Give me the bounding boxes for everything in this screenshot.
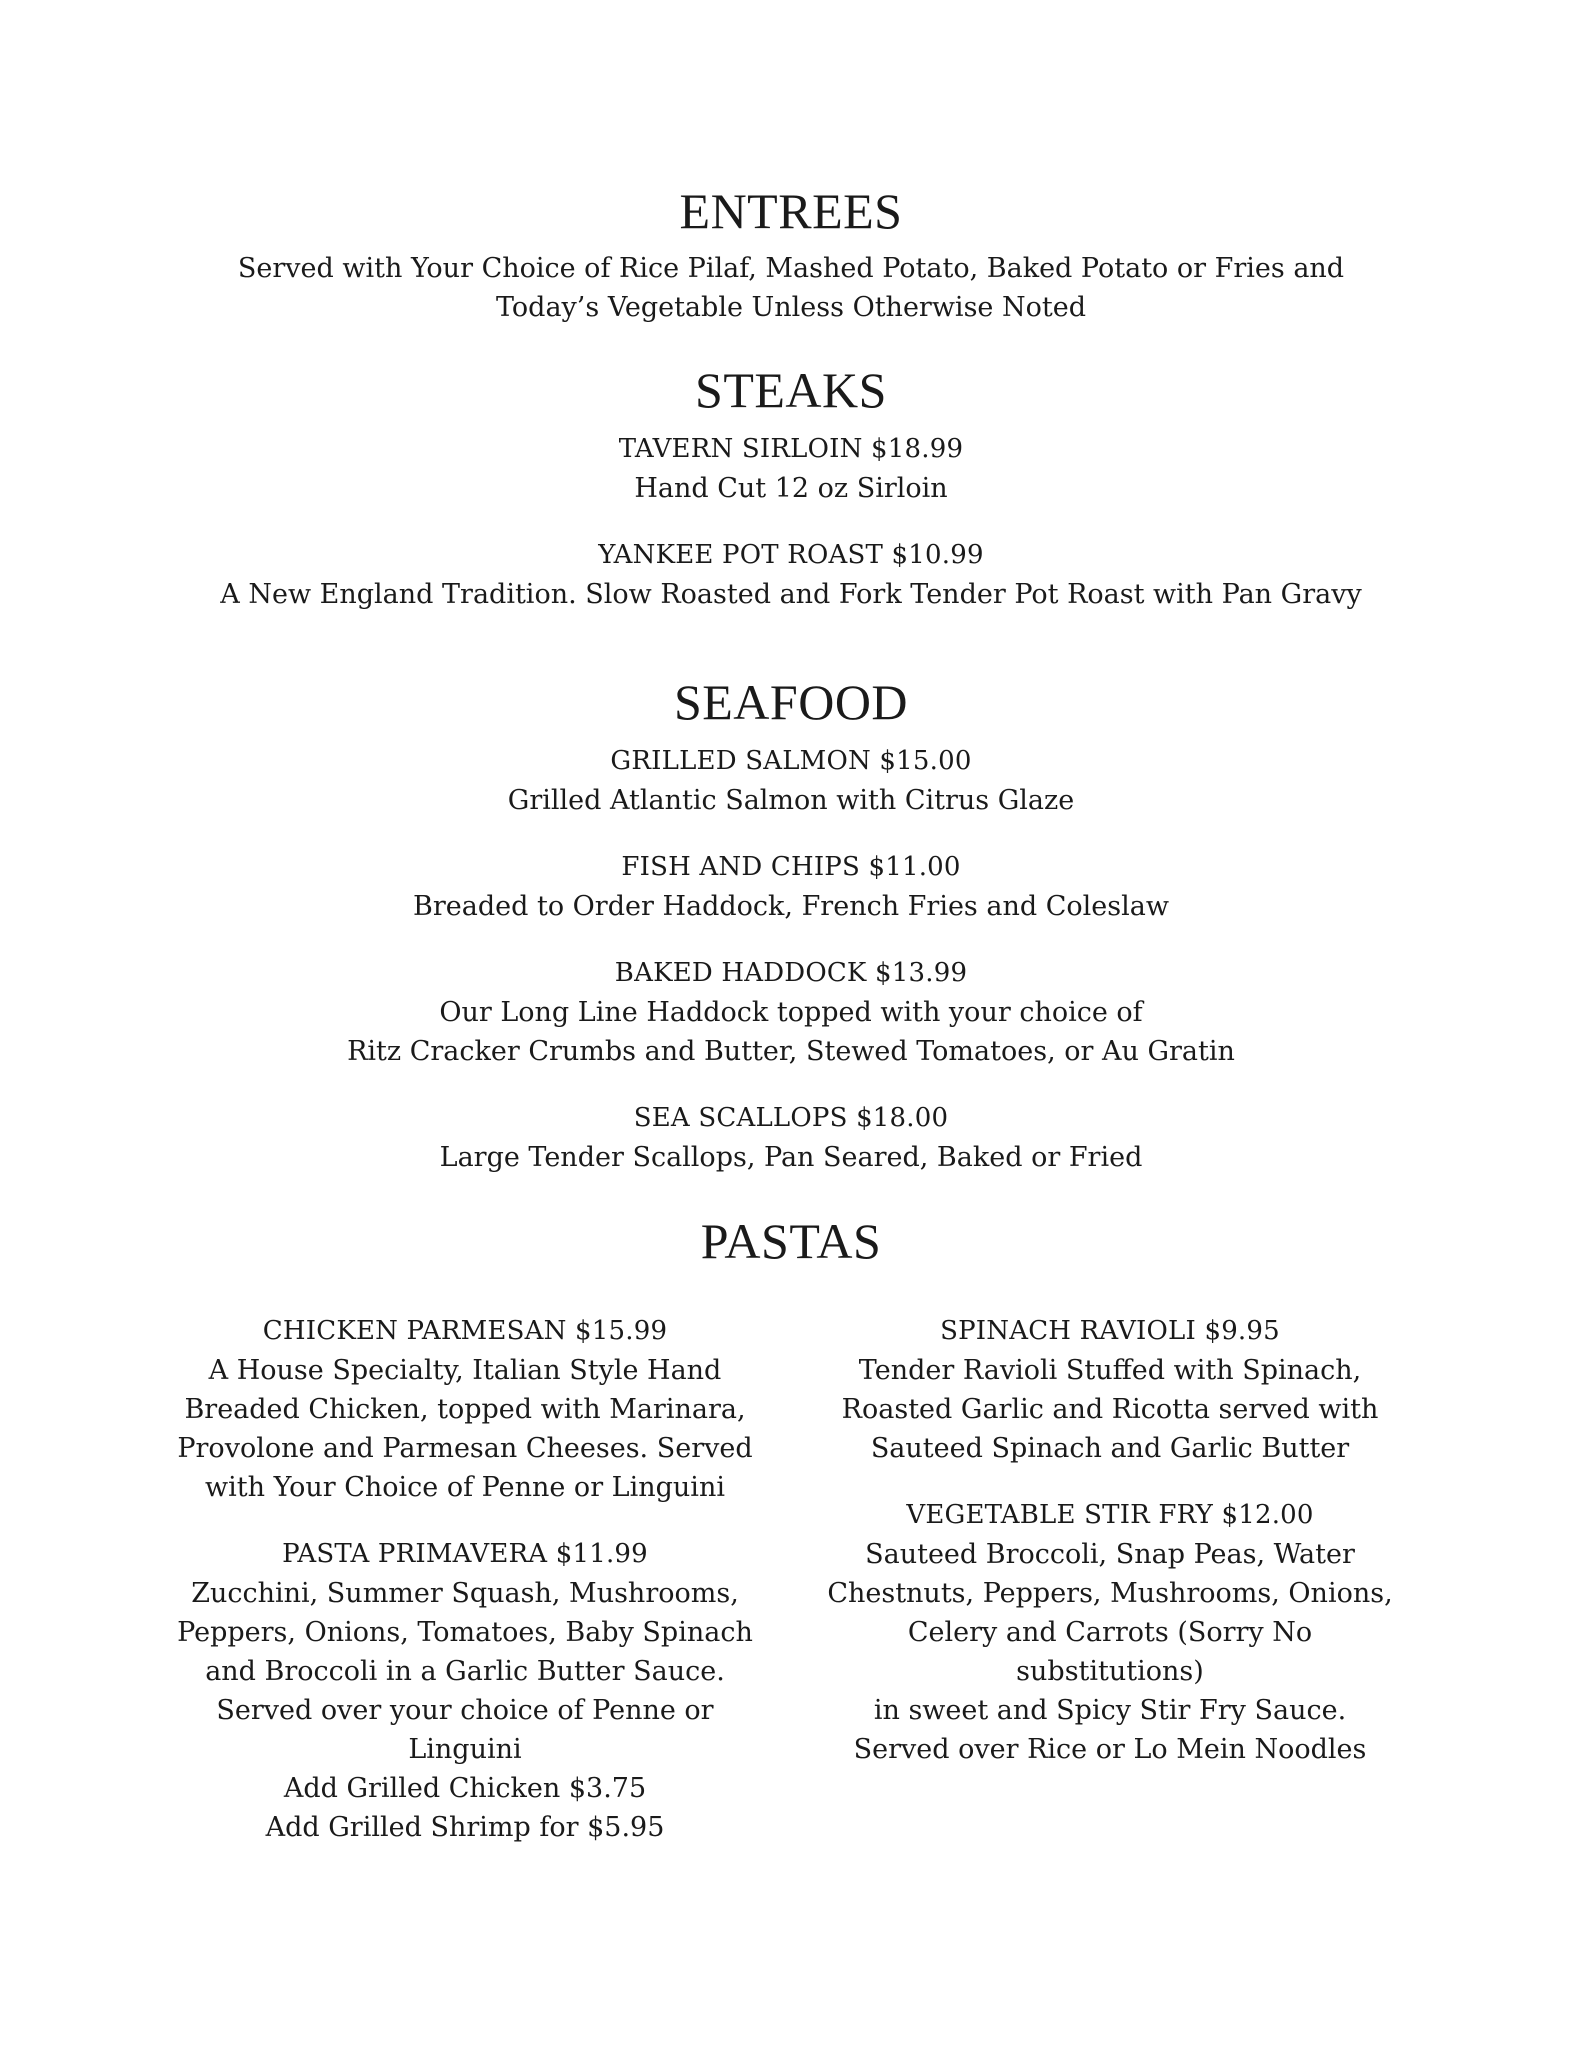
menu-item [175,1312,755,1507]
item-description: Grilled Atlantic Salmon with Citrus Glaze [507,785,1075,816]
menu-item [0,430,1582,508]
menu-item [0,742,1582,820]
item-name: SEA SCALLOPS $18.00 [633,1103,949,1133]
menu-item [0,1099,1582,1177]
item-name: CHICKEN PARMESAN $15.99 [262,1316,668,1346]
menu-item [0,536,1582,614]
pastas-title: PASTAS [700,1213,882,1269]
item-name: BAKED HADDOCK $13.99 [614,958,968,988]
add-on-shrimp: Add Grilled Shrimp for $5.95 [265,1812,665,1843]
seafood-title: SEAFOOD [673,674,909,730]
item-description: A New England Tradition. Slow Roasted and Fork Tender Pot Roast with Pan Gravy [220,579,1362,610]
item-description: A House Specialty, Italian Style Hand [208,1355,722,1386]
item-name: VEGETABLE STIR FRY $12.00 [906,1500,1314,1530]
entrees-subtitle-line1: Served with Your Choice of Rice Pilaf, Mashed Potato, Baked Potato or Fries and [237,253,1345,284]
menu-item [0,954,1582,1071]
item-name: SPINACH RAVIOLI $9.95 [940,1316,1280,1346]
item-description: Served over Rice or Lo Mein Noodles [853,1734,1367,1765]
item-name: PASTA PRIMAVERA $11.99 [282,1539,648,1569]
item-description: Celery and Carrots (Sorry No substitutions) [907,1617,1313,1687]
item-description: Served over your choice of Penne or [216,1695,714,1726]
item-name: FISH AND CHIPS $11.00 [621,852,961,882]
item-description: Zucchini, Summer Squash, Mushrooms, [191,1578,739,1609]
item-description: Large Tender Scallops, Pan Seared, Baked or Fried [439,1142,1143,1173]
item-description: in sweet and Spicy Stir Fry Sauce. [873,1695,1347,1726]
item-description: Hand Cut 12 oz Sirloin [634,473,948,504]
item-description: with Your Choice of Penne or Linguini [205,1472,725,1503]
item-description: Breaded Chicken, topped with Marinara, [184,1394,746,1425]
steaks-title: STEAKS [695,362,887,418]
seafood-section [0,674,1582,1177]
menu-item [810,1312,1410,1468]
item-description: Chestnuts, Peppers, Mushrooms, Onions, [827,1578,1393,1609]
menu-item [810,1496,1410,1769]
item-description: Ritz Cracker Crumbs and Butter, Stewed Tomatoes, or Au Gratin [347,1036,1235,1067]
pastas-right-column [810,1312,1410,1797]
entrees-subtitle-line2: Today’s Vegetable Unless Otherwise Noted [496,292,1086,323]
pastas-left-column [175,1312,755,1875]
item-description: Roasted Garlic and Ricotta served with [841,1394,1379,1425]
item-description: Sauteed Broccoli, Snap Peas, Water [865,1539,1355,1570]
add-on-chicken: Add Grilled Chicken $3.75 [283,1773,647,1804]
pastas-header [0,1213,1582,1269]
item-description: Peppers, Onions, Tomatoes, Baby Spinach [177,1617,753,1648]
item-description: Linguini [408,1734,522,1765]
item-description: Our Long Line Haddock topped with your choice of [439,997,1143,1028]
item-name: TAVERN SIRLOIN $18.99 [618,434,964,464]
item-description: and Broccoli in a Garlic Butter Sauce. [205,1656,725,1687]
entrees-title: ENTREES [679,183,903,239]
item-description: Tender Ravioli Stuffed with Spinach, [858,1355,1362,1386]
item-description: Sauteed Spinach and Garlic Butter [870,1433,1350,1464]
item-description: Provolone and Parmesan Cheeses. Served [177,1433,753,1464]
item-description: Breaded to Order Haddock, French Fries and Coleslaw [413,891,1169,922]
menu-item [0,848,1582,926]
steaks-section [0,362,1582,614]
menu-item [175,1535,755,1847]
item-name: YANKEE POT ROAST $10.99 [598,540,984,570]
entrees-header [0,183,1582,327]
item-name: GRILLED SALMON $15.00 [610,746,972,776]
